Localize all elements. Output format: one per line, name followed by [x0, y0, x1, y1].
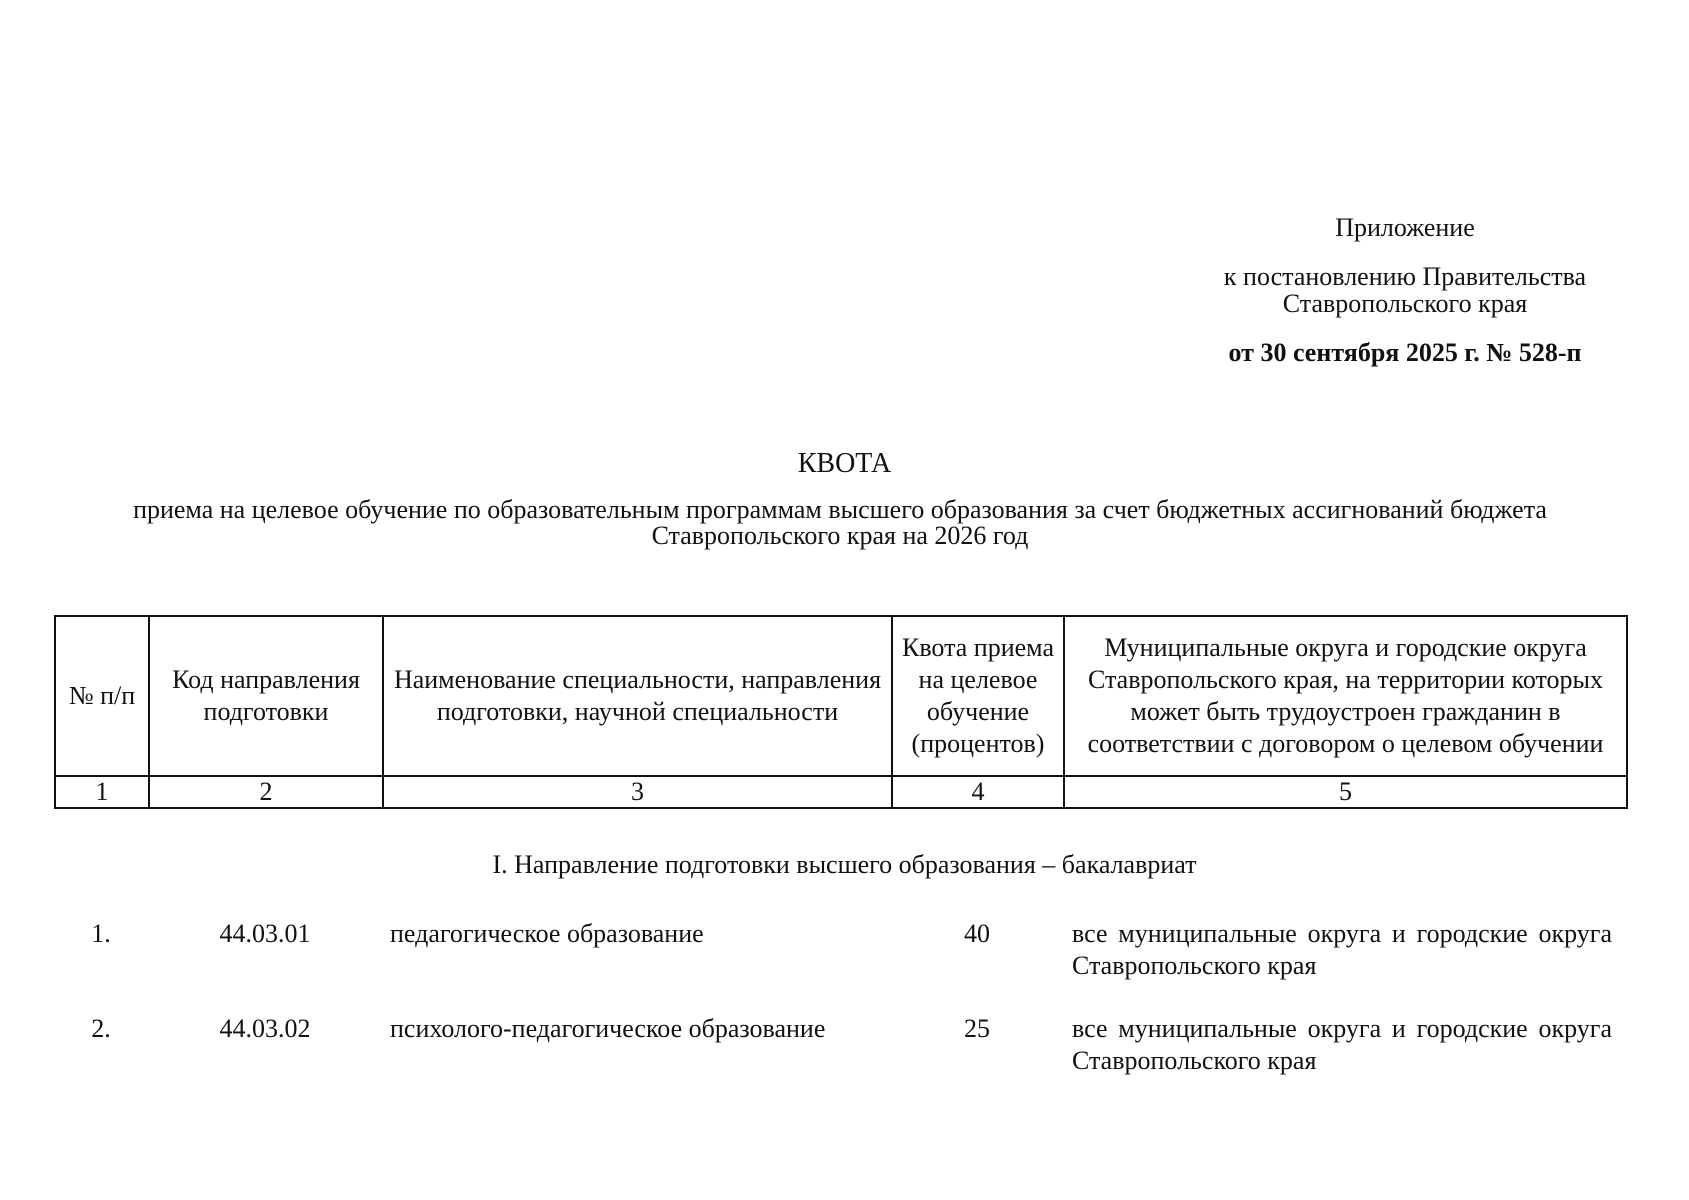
- column-number-3: 3: [383, 776, 892, 808]
- document-subtitle: [40, 497, 1640, 549]
- row-territory: все муниципальные округа и городские округа Ставропольского края: [1072, 1014, 1612, 1075]
- row-territory: все муниципальные округа и городские округа Ставропольского края: [1072, 919, 1612, 980]
- row-code: 44.03.01: [219, 919, 311, 948]
- annex-reference-line1: к постановлению Правительства: [1223, 262, 1587, 291]
- annex-reference-line2: Ставропольского края: [1282, 289, 1528, 318]
- column-number-4: 4: [892, 776, 1064, 808]
- subtitle-line1: приема на целевое обучение по образовательным программам высшего образования за счет бюджетных ассигнований бюджета: [133, 495, 1547, 524]
- row-quota: 25: [964, 1014, 990, 1043]
- header-territory: Муниципальные округа и городские округа Ставропольского края, на территории которых может быть трудоустроен гражданин в соответствии с договором о целевом обучении: [1064, 616, 1627, 776]
- row-name: педагогическое образование: [390, 919, 704, 948]
- row-number: 2.: [91, 1014, 111, 1043]
- row-quota: 40: [964, 919, 990, 948]
- column-number-5: 5: [1064, 776, 1627, 808]
- row-code: 44.03.02: [219, 1014, 311, 1043]
- subtitle-line2: Ставропольского края на 2026 год: [651, 521, 1029, 550]
- row-name: психолого-педагогическое образование: [390, 1014, 826, 1043]
- row-number: 1.: [91, 919, 111, 948]
- header-name: Наименование специальности, направления подготовки, научной специальности: [383, 616, 892, 776]
- header-number: № п/п: [55, 616, 149, 776]
- annex-reference: [1185, 263, 1625, 317]
- table-row: [54, 918, 1626, 988]
- annex-label: Приложение: [1335, 213, 1475, 242]
- annex-date: от 30 сентября 2025 г. № 528-п: [1228, 338, 1582, 367]
- column-number-1: 1: [55, 776, 149, 808]
- table-row: [54, 1013, 1626, 1083]
- column-number-2: 2: [149, 776, 383, 808]
- document-title: КВОТА: [797, 448, 892, 479]
- quota-table-header: [54, 615, 1628, 809]
- section-title: I. Направление подготовки высшего образования – бакалавриат: [492, 850, 1197, 879]
- header-quota: Квота приема на целевое обучение (процентов): [892, 616, 1064, 776]
- annex-block: [1185, 214, 1625, 366]
- header-code: Код направления подготовки: [149, 616, 383, 776]
